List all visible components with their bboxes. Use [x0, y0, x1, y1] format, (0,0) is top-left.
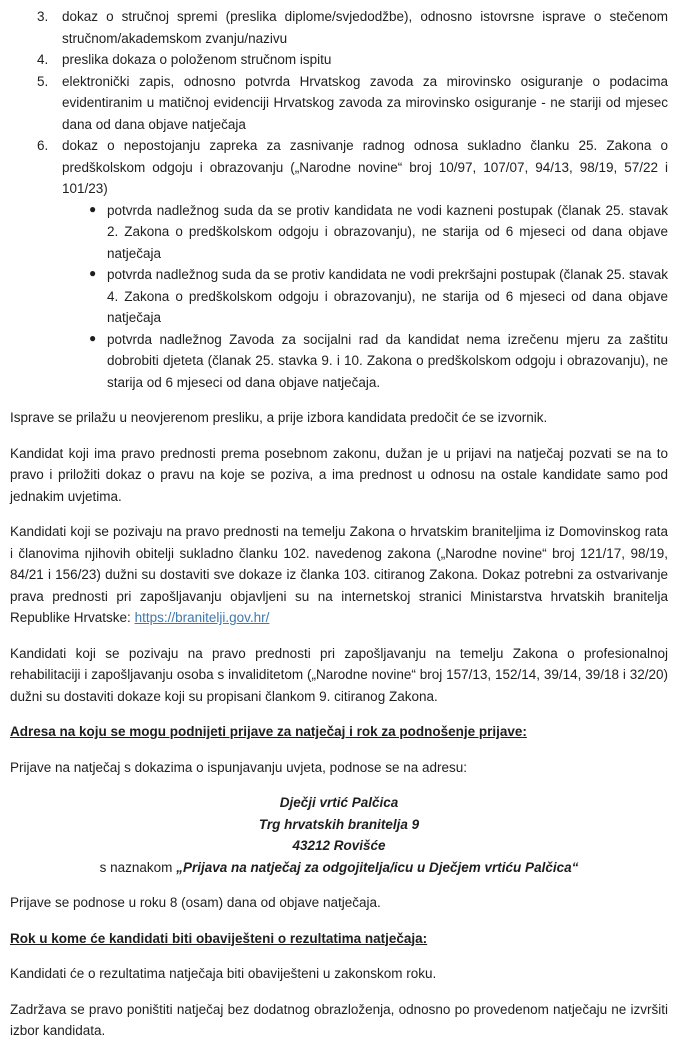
- naznaka-quote: „Prijava na natječaj za odgojitelja/icu u Dječjem vrtiću Palčica“: [176, 859, 579, 875]
- bullet-item-text: potvrda nadležnog Zavoda za socijalni rad da kandidat nema izrečenu mjeru za zaštitu dobrobiti djeteta (članak 25. stavka 9. i 10. Zakona o predškolskom odgoju i obrazovanju), ne starija od 6 mjeseci od dana objave natječaja.: [107, 331, 668, 390]
- branitelji-link[interactable]: https://branitelji.gov.hr/: [134, 610, 270, 625]
- paragraph-rezultati: Kandidati će o rezultatima natječaja biti obaviješteni u zakonskom roku.: [10, 966, 437, 981]
- list-item-number: 5.: [37, 73, 49, 89]
- bullet-item-socijalni: [10, 329, 668, 394]
- bullet-item-text: potvrda nadležnog suda da se protiv kandidata ne vodi prekršajni postupak (članak 25. stavak 4. Zakona o predškolskom odgoju i obrazovanju), ne starija od 6 mjeseci od dana objave natječaja: [107, 267, 668, 325]
- address-line-institution: Dječji vrtić Palčica: [279, 795, 399, 810]
- bullet-item-kazneni: [10, 200, 668, 265]
- list-item-number: 3.: [37, 9, 49, 24]
- address-line-city: 43212 Rovišće: [292, 838, 386, 853]
- section-heading-adresa: Adresa na koju se mogu podnijeti prijave za natječaj i rok za podnošenje prijave:: [10, 724, 527, 739]
- bullet-icon: ●: [89, 266, 97, 280]
- paragraph-kandidat-prednost: Kandidat koji ima pravo prednosti prema posebnom zakonu, dužan je u prijavi na natječaj pozvati se na to pravo i priložiti dokaz o pravu na koje se poziva, a ima prednost u odnosu na ostale kandidate samo pod jednakim uvjetima.: [10, 445, 668, 504]
- address-block: [10, 792, 668, 878]
- list-item-text: dokaz o nepostojanju zapreka za zasnivanje radnog odnosa sukladno članku 25. Zakona o predškolskom odgoju i obrazovanju („Narodne novine“ broj 10/97, 107/07, 94/13, 98/19, 57/22 i 101/23): [62, 138, 668, 196]
- section-heading-rok: Rok u kome će kandidati biti obaviješteni o rezultatima natječaja:: [10, 930, 428, 946]
- paragraph-isprave: Isprave se prilažu u neovjerenom presliku, a prije izbora kandidata predočit će se izvornik.: [10, 410, 548, 425]
- paragraph-branitelji: [10, 521, 668, 629]
- list-item-5: [10, 71, 668, 136]
- paragraph-invaliditet: Kandidati koji se pozivaju na pravo prednosti pri zapošljavanju na temelju Zakona o profesionalnoj rehabilitaciji i zapošljavanju osoba s invaliditetom („Narodne novine“ broj 157/13, 152/14, 39/14, 39/18 i 32/20) dužni su dostaviti dokaze koji su propisani člankom 9. citiranog Zakona.: [10, 645, 668, 704]
- paragraph-prijave-rok: Prijave se podnose u roku 8 (osam) dana od objave natječaja.: [10, 895, 381, 910]
- bullet-icon: ●: [89, 330, 97, 345]
- bullet-item-text: potvrda nadležnog suda da se protiv kandidata ne vodi kazneni postupak (članak 25. stavak 2. Zakona o predškolskom odgoju i obrazovanju), ne starija od 6 mjeseci od dana objave natječaja: [107, 202, 668, 261]
- list-item-text: preslika dokaza o položenom stručnom ispitu: [62, 52, 332, 67]
- naznaka-prefix: s naznakom: [99, 859, 177, 875]
- list-item-6: [10, 135, 668, 200]
- list-item-text: elektronički zapis, odnosno potvrda Hrvatskog zavoda za mirovinsko osiguranje o podacima evidentiranim u matičnoj evidenciji Hrvatskog zavoda za mirovinsko osiguranje - ne stariji od mjesec dana od dana objave natječaja: [62, 73, 668, 132]
- paragraph-prijave-adresa-intro: Prijave na natječaj s dokazima o ispunjavanju uvjeta, podnose se na adresu:: [10, 759, 468, 775]
- bullet-icon: ●: [89, 201, 97, 216]
- list-item-3: [10, 6, 668, 49]
- list-item-text: dokaz o stručnoj spremi (preslika diplome/svjedodžbe), odnosno istovrsne isprave o stečenom stručnom/akademskom zvanju/nazivu: [62, 9, 668, 46]
- list-item-number: 6.: [37, 138, 49, 153]
- address-line-naznaka: [10, 857, 668, 879]
- bullet-item-prekrsajni: [10, 264, 668, 329]
- list-item-4: [10, 49, 668, 71]
- address-line-street: Trg hrvatskih branitelja 9: [258, 816, 420, 832]
- list-item-number: 4.: [37, 52, 49, 67]
- paragraph-branitelji-text: Kandidati koji se pozivaju na pravo prednosti na temelju Zakona o hrvatskim braniteljima iz Domovinskog rata i članovima njihovih obitelji sukladno članku 102. navedenog zakona („Narodne novine“ broj 121/17, 98/19, 84/21 i 156/23) dužni su dostaviti sve dokaze iz članka 103. citiranog Zakona. Dokaz potrebni za ostvarivanje prava prednosti pri zapošljavanju objavljeni su na internetskoj stranici Ministarstva hrvatskih branitelja Republike Hrvatske:: [10, 524, 668, 625]
- paragraph-ponistenje: Zadržava se pravo poništiti natječaj bez dodatnog obrazloženja, odnosno po provedenom natječaju ne izvršiti izbor kandidata.: [10, 1001, 668, 1038]
